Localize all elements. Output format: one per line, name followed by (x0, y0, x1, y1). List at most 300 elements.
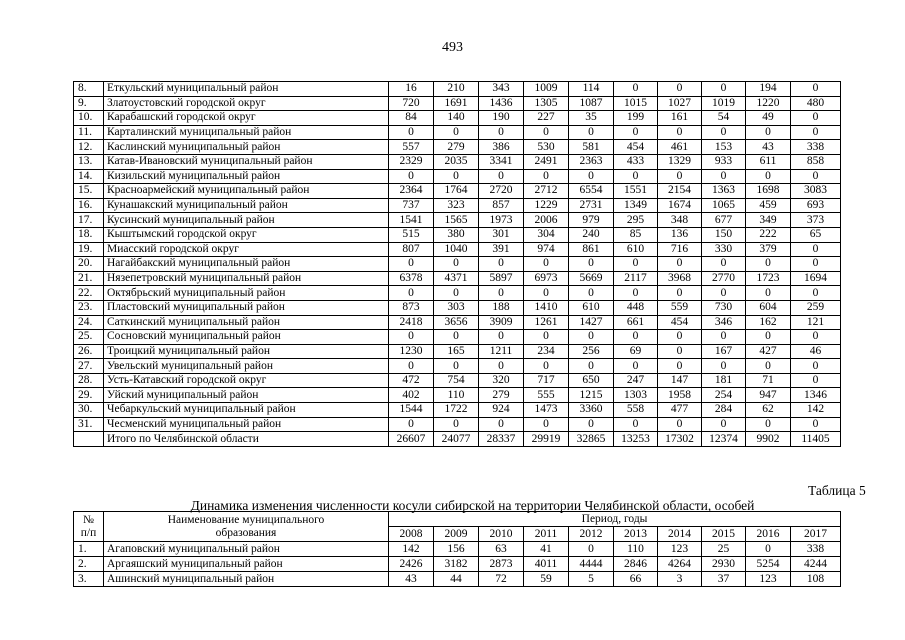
value-cell: 1329 (658, 154, 702, 169)
value-cell: 188 (479, 300, 524, 315)
row-number: 14. (74, 169, 104, 184)
value-cell: 448 (614, 300, 658, 315)
value-cell: 0 (434, 125, 479, 140)
value-cell: 3656 (434, 315, 479, 330)
value-cell: 515 (389, 227, 434, 242)
value-cell: 0 (791, 330, 841, 345)
value-cell: 477 (658, 403, 702, 418)
value-cell: 254 (702, 388, 746, 403)
value-cell: 295 (614, 213, 658, 228)
year-header: 2014 (658, 527, 702, 542)
value-cell: 110 (434, 388, 479, 403)
value-cell: 35 (569, 111, 614, 126)
year-header: 2010 (479, 527, 524, 542)
value-cell: 136 (658, 227, 702, 242)
value-cell: 0 (479, 330, 524, 345)
value-cell: 0 (434, 330, 479, 345)
value-cell: 1764 (434, 184, 479, 199)
value-cell: 1009 (524, 82, 569, 97)
value-cell: 1722 (434, 403, 479, 418)
value-cell: 121 (791, 315, 841, 330)
table-row (74, 403, 841, 418)
value-cell: 0 (569, 125, 614, 140)
total-value-cell: 32865 (569, 432, 614, 447)
value-cell: 610 (569, 300, 614, 315)
row-number: 3. (74, 572, 104, 587)
value-cell: 343 (479, 82, 524, 97)
value-cell: 2873 (479, 557, 524, 572)
value-cell: 716 (658, 242, 702, 257)
value-cell: 5669 (569, 271, 614, 286)
row-number: 12. (74, 140, 104, 155)
total-value-cell: 9902 (746, 432, 791, 447)
table-row (74, 417, 841, 432)
row-number: 13. (74, 154, 104, 169)
value-cell: 1019 (702, 96, 746, 111)
value-cell: 301 (479, 227, 524, 242)
value-cell: 2364 (389, 184, 434, 199)
year-header: 2009 (434, 527, 479, 542)
value-cell: 0 (569, 257, 614, 272)
table-row (74, 125, 841, 140)
value-cell: 0 (614, 125, 658, 140)
value-cell: 650 (569, 373, 614, 388)
value-cell: 611 (746, 154, 791, 169)
value-cell: 557 (389, 140, 434, 155)
value-cell: 227 (524, 111, 569, 126)
table-row (74, 198, 841, 213)
value-cell: 6554 (569, 184, 614, 199)
value-cell: 0 (614, 82, 658, 97)
total-value-cell: 17302 (658, 432, 702, 447)
value-cell: 1040 (434, 242, 479, 257)
value-cell: 5254 (746, 557, 791, 572)
value-cell: 346 (702, 315, 746, 330)
municipality-name: Красноармейский муниципальный район (104, 184, 389, 199)
year-header: 2017 (791, 527, 841, 542)
value-cell: 110 (614, 542, 658, 557)
value-cell: 0 (524, 257, 569, 272)
roe-deer-table (73, 511, 841, 587)
value-cell: 0 (746, 169, 791, 184)
value-cell: 108 (791, 572, 841, 587)
row-number: 10. (74, 111, 104, 126)
table-row (74, 359, 841, 374)
table-row (74, 140, 841, 155)
value-cell: 2418 (389, 315, 434, 330)
value-cell: 379 (746, 242, 791, 257)
value-cell: 661 (614, 315, 658, 330)
value-cell: 199 (614, 111, 658, 126)
value-cell: 0 (479, 125, 524, 140)
municipality-name: Карталинский муниципальный район (104, 125, 389, 140)
value-cell: 142 (791, 403, 841, 418)
value-cell: 373 (791, 213, 841, 228)
value-cell: 43 (389, 572, 434, 587)
value-cell: 0 (614, 359, 658, 374)
value-cell: 84 (389, 111, 434, 126)
value-cell: 44 (434, 572, 479, 587)
value-cell: 858 (791, 154, 841, 169)
value-cell: 693 (791, 198, 841, 213)
table-row (74, 242, 841, 257)
row-number: 15. (74, 184, 104, 199)
table-row (74, 344, 841, 359)
value-cell: 0 (524, 169, 569, 184)
row-number: 27. (74, 359, 104, 374)
value-cell: 162 (746, 315, 791, 330)
value-cell: 386 (479, 140, 524, 155)
value-cell: 1261 (524, 315, 569, 330)
header-name-line1: Наименование муниципального (167, 513, 325, 526)
total-value-cell: 24077 (434, 432, 479, 447)
value-cell: 0 (569, 169, 614, 184)
value-cell: 6973 (524, 271, 569, 286)
row-number: 30. (74, 403, 104, 418)
value-cell: 0 (614, 286, 658, 301)
municipality-name: Сосновский муниципальный район (104, 330, 389, 345)
row-number: 9. (74, 96, 104, 111)
value-cell: 1349 (614, 198, 658, 213)
value-cell: 338 (791, 140, 841, 155)
value-cell: 0 (791, 286, 841, 301)
value-cell: 5 (569, 572, 614, 587)
value-cell: 0 (791, 169, 841, 184)
value-cell: 2426 (389, 557, 434, 572)
value-cell: 454 (658, 315, 702, 330)
value-cell: 156 (434, 542, 479, 557)
value-cell: 0 (746, 542, 791, 557)
value-cell: 402 (389, 388, 434, 403)
value-cell: 0 (389, 257, 434, 272)
row-number: 23. (74, 300, 104, 315)
value-cell: 0 (389, 125, 434, 140)
table-row (74, 169, 841, 184)
value-cell: 1229 (524, 198, 569, 213)
value-cell: 730 (702, 300, 746, 315)
value-cell: 85 (614, 227, 658, 242)
year-header: 2013 (614, 527, 658, 542)
page-number: 493 (442, 40, 463, 55)
total-value-cell: 28337 (479, 432, 524, 447)
value-cell: 0 (658, 82, 702, 97)
table-number-label: Таблица 5 (808, 483, 866, 498)
value-cell: 380 (434, 227, 479, 242)
value-cell: 0 (389, 286, 434, 301)
table-row (74, 388, 841, 403)
municipality-name: Нязепетровский муниципальный район (104, 271, 389, 286)
table-row (74, 542, 841, 557)
table-row (74, 286, 841, 301)
value-cell: 559 (658, 300, 702, 315)
municipality-name: Каслинский муниципальный район (104, 140, 389, 155)
value-cell: 1015 (614, 96, 658, 111)
value-cell: 59 (524, 572, 569, 587)
value-cell: 1436 (479, 96, 524, 111)
header-row (74, 512, 841, 527)
value-cell: 0 (791, 417, 841, 432)
row-number: 2. (74, 557, 104, 572)
header-number-line1: № (83, 513, 94, 526)
value-cell: 0 (746, 330, 791, 345)
value-cell: 0 (658, 359, 702, 374)
value-cell: 4011 (524, 557, 569, 572)
value-cell: 1541 (389, 213, 434, 228)
value-cell: 0 (434, 169, 479, 184)
value-cell: 1305 (524, 96, 569, 111)
value-cell: 2720 (479, 184, 524, 199)
value-cell: 0 (569, 359, 614, 374)
row-number: 24. (74, 315, 104, 330)
value-cell: 1427 (569, 315, 614, 330)
total-value-cell: 12374 (702, 432, 746, 447)
value-cell: 0 (702, 169, 746, 184)
row-number: 8. (74, 82, 104, 97)
table-row (74, 96, 841, 111)
table-row (74, 257, 841, 272)
value-cell: 0 (702, 125, 746, 140)
total-value-cell: 26607 (389, 432, 434, 447)
header-name-line2: образования (215, 526, 277, 539)
value-cell: 54 (702, 111, 746, 126)
value-cell: 0 (746, 417, 791, 432)
value-cell: 0 (791, 242, 841, 257)
total-row (74, 432, 841, 447)
municipality-name: Пластовский муниципальный район (104, 300, 389, 315)
row-number: 28. (74, 373, 104, 388)
municipality-name: Карабашский городской округ (104, 111, 389, 126)
value-cell: 0 (658, 344, 702, 359)
header-number-line2: п/п (80, 526, 97, 539)
value-cell: 0 (746, 359, 791, 374)
value-cell: 2846 (614, 557, 658, 572)
table-row (74, 213, 841, 228)
value-cell: 581 (569, 140, 614, 155)
value-cell: 0 (702, 330, 746, 345)
value-cell: 1691 (434, 96, 479, 111)
municipality-name: Усть-Катавский городской округ (104, 373, 389, 388)
municipality-name: Саткинский муниципальный район (104, 315, 389, 330)
value-cell: 0 (658, 330, 702, 345)
value-cell: 71 (746, 373, 791, 388)
value-cell: 0 (791, 257, 841, 272)
value-cell: 323 (434, 198, 479, 213)
value-cell: 1698 (746, 184, 791, 199)
value-cell: 210 (434, 82, 479, 97)
value-cell: 0 (791, 111, 841, 126)
table-row (74, 330, 841, 345)
value-cell: 3360 (569, 403, 614, 418)
municipality-name: Октябрьский муниципальный район (104, 286, 389, 301)
value-cell: 167 (702, 344, 746, 359)
value-cell: 979 (569, 213, 614, 228)
value-cell: 0 (434, 286, 479, 301)
value-cell: 66 (614, 572, 658, 587)
value-cell: 2154 (658, 184, 702, 199)
value-cell: 1544 (389, 403, 434, 418)
value-cell: 234 (524, 344, 569, 359)
value-cell: 63 (479, 542, 524, 557)
value-cell: 0 (569, 286, 614, 301)
value-cell: 0 (702, 82, 746, 97)
value-cell: 284 (702, 403, 746, 418)
value-cell: 2006 (524, 213, 569, 228)
value-cell: 1363 (702, 184, 746, 199)
row-number: 1. (74, 542, 104, 557)
value-cell: 459 (746, 198, 791, 213)
table-row (74, 271, 841, 286)
value-cell: 0 (434, 359, 479, 374)
row-number: 21. (74, 271, 104, 286)
value-cell: 153 (702, 140, 746, 155)
value-cell: 1958 (658, 388, 702, 403)
table-row (74, 315, 841, 330)
value-cell: 330 (702, 242, 746, 257)
value-cell: 924 (479, 403, 524, 418)
value-cell: 16 (389, 82, 434, 97)
value-cell: 0 (791, 125, 841, 140)
value-cell: 338 (791, 542, 841, 557)
municipality-name: Еткульский муниципальный район (104, 82, 389, 97)
value-cell: 1973 (479, 213, 524, 228)
table-row (74, 373, 841, 388)
year-header: 2012 (569, 527, 614, 542)
value-cell: 0 (389, 169, 434, 184)
row-number: 25. (74, 330, 104, 345)
value-cell: 4264 (658, 557, 702, 572)
value-cell: 0 (658, 257, 702, 272)
value-cell: 1674 (658, 198, 702, 213)
value-cell: 0 (479, 417, 524, 432)
value-cell: 0 (614, 330, 658, 345)
value-cell: 558 (614, 403, 658, 418)
value-cell: 857 (479, 198, 524, 213)
value-cell: 391 (479, 242, 524, 257)
total-label: Итого по Челябинской области (104, 432, 389, 447)
value-cell: 1087 (569, 96, 614, 111)
value-cell: 190 (479, 111, 524, 126)
header-name-cell (104, 512, 389, 542)
value-cell: 0 (614, 169, 658, 184)
table-row (74, 154, 841, 169)
value-cell: 62 (746, 403, 791, 418)
value-cell: 6378 (389, 271, 434, 286)
value-cell: 0 (524, 330, 569, 345)
total-value-cell: 11405 (791, 432, 841, 447)
value-cell: 0 (479, 359, 524, 374)
value-cell: 4444 (569, 557, 614, 572)
value-cell: 1215 (569, 388, 614, 403)
value-cell: 0 (389, 330, 434, 345)
year-header: 2011 (524, 527, 569, 542)
table-row (74, 82, 841, 97)
value-cell: 304 (524, 227, 569, 242)
value-cell: 0 (702, 417, 746, 432)
header-period: Период, годы (389, 512, 841, 527)
value-cell: 142 (389, 542, 434, 557)
municipality-name: Ашинский муниципальный район (104, 572, 389, 587)
value-cell: 72 (479, 572, 524, 587)
municipality-name: Катав-Ивановский муниципальный район (104, 154, 389, 169)
value-cell: 0 (569, 542, 614, 557)
value-cell: 279 (434, 140, 479, 155)
value-cell: 43 (746, 140, 791, 155)
value-cell: 720 (389, 96, 434, 111)
value-cell: 240 (569, 227, 614, 242)
row-number: 19. (74, 242, 104, 257)
value-cell: 1027 (658, 96, 702, 111)
total-value-cell: 29919 (524, 432, 569, 447)
value-cell: 279 (479, 388, 524, 403)
row-number: 18. (74, 227, 104, 242)
value-cell: 2731 (569, 198, 614, 213)
value-cell: 2363 (569, 154, 614, 169)
row-number: 20. (74, 257, 104, 272)
municipality-name: Нагайбакский муниципальный район (104, 257, 389, 272)
value-cell: 1065 (702, 198, 746, 213)
value-cell: 0 (479, 257, 524, 272)
table-row (74, 227, 841, 242)
value-cell: 3083 (791, 184, 841, 199)
value-cell: 555 (524, 388, 569, 403)
municipality-name: Чесменский муниципальный район (104, 417, 389, 432)
year-header: 2008 (389, 527, 434, 542)
value-cell: 303 (434, 300, 479, 315)
value-cell: 1346 (791, 388, 841, 403)
value-cell: 2035 (434, 154, 479, 169)
municipality-name: Кизильский муниципальный район (104, 169, 389, 184)
row-number: 16. (74, 198, 104, 213)
row-number: 29. (74, 388, 104, 403)
value-cell: 0 (524, 359, 569, 374)
table-row (74, 111, 841, 126)
value-cell: 461 (658, 140, 702, 155)
value-cell: 0 (658, 417, 702, 432)
value-cell: 974 (524, 242, 569, 257)
value-cell: 0 (702, 257, 746, 272)
value-cell: 0 (524, 286, 569, 301)
value-cell: 933 (702, 154, 746, 169)
value-cell: 114 (569, 82, 614, 97)
value-cell: 222 (746, 227, 791, 242)
value-cell: 0 (658, 125, 702, 140)
municipality-name: Уйский муниципальный район (104, 388, 389, 403)
municipality-name: Аргаяшский муниципальный район (104, 557, 389, 572)
value-cell: 1694 (791, 271, 841, 286)
table-row (74, 572, 841, 587)
value-cell: 1230 (389, 344, 434, 359)
row-number: 31. (74, 417, 104, 432)
value-cell: 1473 (524, 403, 569, 418)
row-number: 26. (74, 344, 104, 359)
row-number: 11. (74, 125, 104, 140)
row-number: 22. (74, 286, 104, 301)
header-number-cell (74, 512, 104, 542)
value-cell: 1565 (434, 213, 479, 228)
municipality-name: Агаповский муниципальный район (104, 542, 389, 557)
value-cell: 2491 (524, 154, 569, 169)
year-header: 2015 (702, 527, 746, 542)
value-cell: 3182 (434, 557, 479, 572)
year-header: 2016 (746, 527, 791, 542)
value-cell: 123 (658, 542, 702, 557)
municipality-name: Увельский муниципальный район (104, 359, 389, 374)
municipality-name: Троицкий муниципальный район (104, 344, 389, 359)
value-cell: 259 (791, 300, 841, 315)
value-cell: 349 (746, 213, 791, 228)
table-title: Динамика изменения численности косули сибирской на территории Челябинской области, особей (190, 498, 755, 513)
value-cell: 3341 (479, 154, 524, 169)
